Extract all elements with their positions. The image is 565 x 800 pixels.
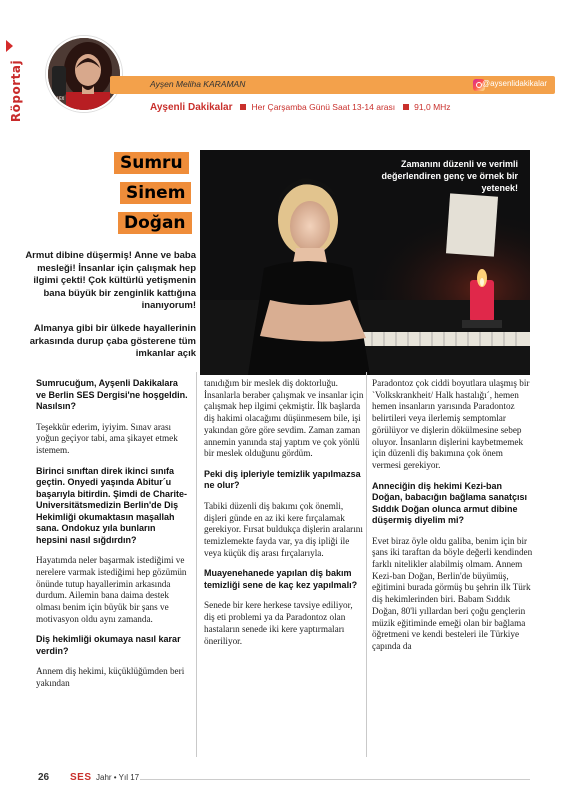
header-bar xyxy=(110,76,555,94)
interview-question: Diş hekimliği okumaya nasıl karar verdin? xyxy=(36,634,181,656)
interview-question: Anneciğin diş hekimi Kezi-ban Doğan, babacığın bağlama sanatçısı Sıddık Doğan olunca armut dibine düşermiş diyelim mi? xyxy=(372,480,528,526)
page-number: 26 xyxy=(38,772,50,783)
footer-rule xyxy=(140,779,530,780)
magazine-logo: SES xyxy=(70,772,92,783)
interview-answer: Teşekkür ederim, iyiyim. Sınav arası yoğun geçiyor tabi, ama şikayet etmek istemem. xyxy=(36,421,178,455)
title-line-1: Sumru xyxy=(114,152,189,174)
section-label xyxy=(4,40,23,123)
title-line-2: Sinem xyxy=(120,182,191,204)
interview-answer: Annem diş hekimi, küçüklüğümden beri yakından xyxy=(36,666,185,689)
intro-paragraph: Almanya gibi bir ülkede hayallerinin arkasında durup çaba gösterene tüm imkanlar açık xyxy=(29,322,196,360)
interview-question: Muayenehanede yapılan diş bakım temizliği sene de kaç kez yapılmalı? xyxy=(204,568,358,590)
show-info xyxy=(150,102,451,113)
show-name: Ayşenli Dakikalar xyxy=(150,102,233,113)
section-label-text: Röportaj xyxy=(9,59,23,123)
issue-label: Jahr • Yıl 17 xyxy=(96,773,140,782)
instagram-handle[interactable]: @aysenlidakikalar xyxy=(481,79,547,88)
square-bullet-icon xyxy=(403,104,409,110)
interview-answer: tanıdığım bir meslek diş doktorluğu. İnsanlarla beraber çalışmak ve insanlar için çalışmak hep ilgimi çekmiştir. İlk başlarda diş hakimi olacağımı düşünmesem bile, işi yakından göre göre sevdim. Zaman zaman annemin yanında staj yaptım ve çok yönlü bir meslek olduğunu gördüm. xyxy=(204,378,364,459)
avatar-badge: ALEX xyxy=(54,96,65,101)
show-frequency: 91,0 MHz xyxy=(414,102,451,112)
show-schedule: Her Çarşamba Günü Saat 13-14 arası xyxy=(251,102,396,112)
column-divider xyxy=(196,372,197,757)
title-line-3: Doğan xyxy=(118,212,192,234)
article-title xyxy=(108,152,203,242)
intro-paragraph: Armut dibine düşermiş! Anne ve baba mesleği! İnsanlar için çalışmak hep ilgimi çekti! Çok kültürlü yetişmenin bana büyük bir zenginlik kattığına inanıyorum! xyxy=(25,250,196,312)
column-divider xyxy=(366,372,367,757)
host-name: Ayşen Meliha KARAMAN xyxy=(150,79,246,89)
interview-answer: Senede bir kere herkese tavsiye ediliyor, diş eti problemi ya da Paradontoz olan hastaların senede iki kere yaptırmaları öneriliyor. xyxy=(204,600,353,646)
interview-question: Peki diş ipleriyle temizlik yapılmazsa ne olur? xyxy=(204,468,361,491)
interview-question: Birinci sınıftan direk ikinci sınıfa geçtin. Onyedi yaşında Abitur´u başarıyla bitirdin. Şimdi de Charite-Universitätsmedizin Berlin'de Diş Hekimliği okumaktasın maşallah sana. Ondokuz yıla bunların hepsini nasıl sığdırdın? xyxy=(36,465,188,545)
square-bullet-icon xyxy=(240,104,246,110)
article-column-2 xyxy=(204,378,364,656)
photo-quote: Zamanını düzenli ve verimli değerlendiren genç ve örnek bir yetenek! xyxy=(381,159,518,193)
intro-text xyxy=(18,250,196,371)
interview-answer: Paradontoz çok ciddi boyutlara ulaşmış bir `Volkskrankheit/ Halk hastalığı´, hemen hemen insanların yarısında Paradontoz belirtileri veya ilerlemiş semptomlar görülüyor ve dişlerin dökülmesine sebep oluyor. İnsanların dişlerini kaybetmemek için düzenli diş bakımına çok önem vermesi gerekiyor. xyxy=(372,378,530,470)
page-footer xyxy=(0,768,565,788)
article-column-3 xyxy=(372,378,534,662)
interview-answer: Tabiki düzenli diş bakımı çok önemli, dişleri günde en az iki kere fırçalamak gerekiyor. Fırsat buldukça dişlerin aralarını temizlemekte fayda var, ya diş ipliği ile veya küçük diş arası fırçalarıyla. xyxy=(204,500,363,558)
interview-question: Sumrucuğum, Ayşenli Dakikalara ve Berlin SES Dergisi'ne hoşgeldin. Nasılsın? xyxy=(36,378,188,411)
article-column-1 xyxy=(36,378,188,699)
interview-answer: Hayatımda neler başarmak istediğimi ve nerelere varmak istediğimi hep gözümün önünde tutup hayallerimin arkasında durdum. Ailemin bana daima destek olması benim için büyük bir şans ve motivasyon oldu aynı zamanda. xyxy=(36,555,187,624)
host-avatar xyxy=(46,36,122,112)
interview-answer: Evet biraz öyle oldu galiba, benim için bir şans iki taraftan da böyle değerli kendinden farklı nitelikler alabilmiş olmam. Annem Kezi-ban Doğan, Berlin'de büyümüş, eğitimini burada görmüş bu şehrin ilk Türk diş hekimlerinden biri. Babam Sıddık Doğan, 80'li yıllardan beri çoğu gençlerin müzik eğitiminde emeği olan bir bağlama öğretmeni ve kendi besteleri ile Türkiye çapında da xyxy=(372,535,533,651)
